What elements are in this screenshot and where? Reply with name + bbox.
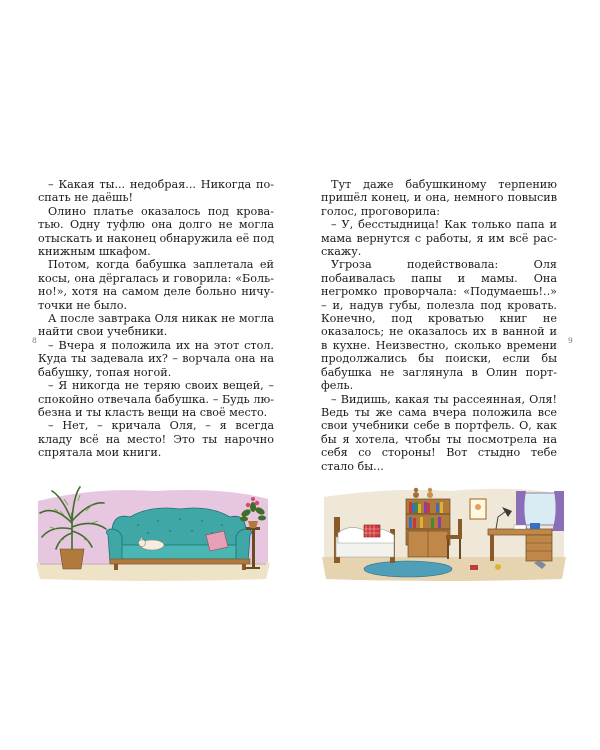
right-page-text — [321, 178, 557, 473]
left-page — [38, 178, 274, 460]
paragraph: А после завтрака Оля никак не могла найти свои учебники. — [38, 312, 274, 339]
paragraph: – Видишь, какая ты рассеянная, Оля! Ведь ты же сама вчера положила все свои учебники себе в портфель. О, как бы я хотела, чтобы ты посмотрела на себя со стороны! Вот стыдно тебе стало бы... — [321, 392, 557, 473]
illustration-olya-room — [320, 483, 568, 583]
paragraph: Потом, когда бабушка заплетала ей косы, она дёргалась и говорила: «Больно!», хотя на самом деле больно ничуточки не было. — [38, 258, 274, 312]
page-number-right: 9 — [568, 336, 573, 345]
paragraph: – Я никогда не теряю своих вещей, – спокойно отвечала бабушка. – Будь любезна и ты класть вещи на своё место. — [38, 379, 274, 419]
olya-room-drawing — [320, 483, 568, 583]
paragraph: – Вчера я положила их на этот стол. Куда ты задевала их? – ворчала она на бабушку, топая ногой. — [38, 338, 274, 379]
left-page-text — [38, 178, 274, 460]
paragraph: Олино платье оказалось под кроватью. Одну туфлю она долго не могла отыскать и наконец обнаружила её под книжным шкафом. — [38, 204, 274, 259]
paragraph: – Нет, – кричала Оля, – я всегда кладу всё на место! Это ты нарочно спрятала мои книги. — [38, 419, 274, 460]
paragraph: – Какая ты... недобрая... Никогда поспать не даёшь! — [38, 178, 274, 205]
living-room-drawing — [34, 483, 272, 583]
right-page — [321, 178, 557, 473]
paragraph: Угроза подействовала: Оля побаивалась папы и мамы. Она негромко проворчала: «Подумаешь!..» – и, надув губы, полезла под кровать. Конечно, под кроватью книг не оказалось; не оказалось их в ванной и в кухне. Неизвестно, сколько времени продолжались бы поиски, если бы бабушка не заглянула в Олин портфель. — [321, 258, 557, 393]
page-number-left: 8 — [32, 336, 37, 345]
paragraph: Тут даже бабушкиному терпению пришёл конец, и она, немного повысив голос, проговорила: — [321, 178, 557, 218]
illustration-living-room — [34, 483, 272, 583]
paragraph: – У, бесстыдница! Как только папа и мама вернутся с работы, я им всё расскажу. — [321, 218, 557, 259]
